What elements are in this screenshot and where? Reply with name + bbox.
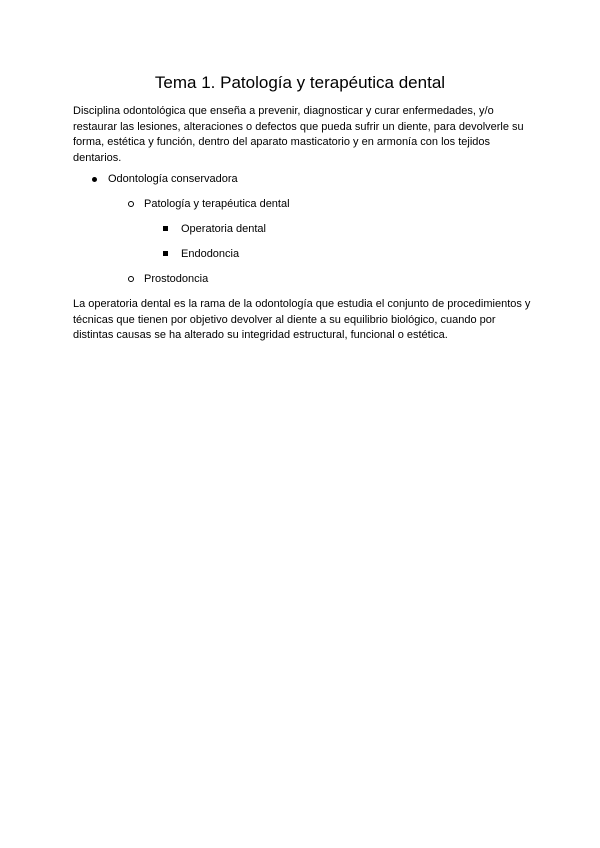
list-item-endodoncia: Endodoncia	[181, 248, 240, 260]
circle-bullet-icon	[128, 276, 134, 282]
intro-paragraph: Disciplina odontológica que enseña a prevenir, diagnosticar y curar enfermedades, y/o restaurar las lesiones, alteraciones o defectos que pueda sufrir un diente, para devolverle su forma, estética y función, dentro del aparato masticatorio y en armonía con los tejidos dentarios.	[73, 105, 524, 164]
square-bullet-icon	[163, 251, 168, 256]
disc-bullet-icon	[92, 177, 97, 182]
list-item-prostodoncia: Prostodoncia	[144, 273, 209, 285]
list-item-odontologia-conservadora: Odontología conservadora	[108, 173, 238, 185]
document-title: Tema 1. Patología y terapéutica dental	[154, 73, 446, 92]
circle-bullet-icon	[128, 201, 134, 207]
square-bullet-icon	[163, 226, 168, 231]
list-item-operatoria-dental: Operatoria dental	[181, 223, 266, 235]
closing-paragraph: La operatoria dental es la rama de la odontología que estudia el conjunto de procedimientos y técnicas que tienen por objetivo devolver al diente a su equilibrio biológico, cuando por distintas causas se ha alterado su integridad estructural, funcional o estética.	[73, 298, 531, 341]
list-item-patologia-terapeutica: Patología y terapéutica dental	[144, 198, 290, 210]
